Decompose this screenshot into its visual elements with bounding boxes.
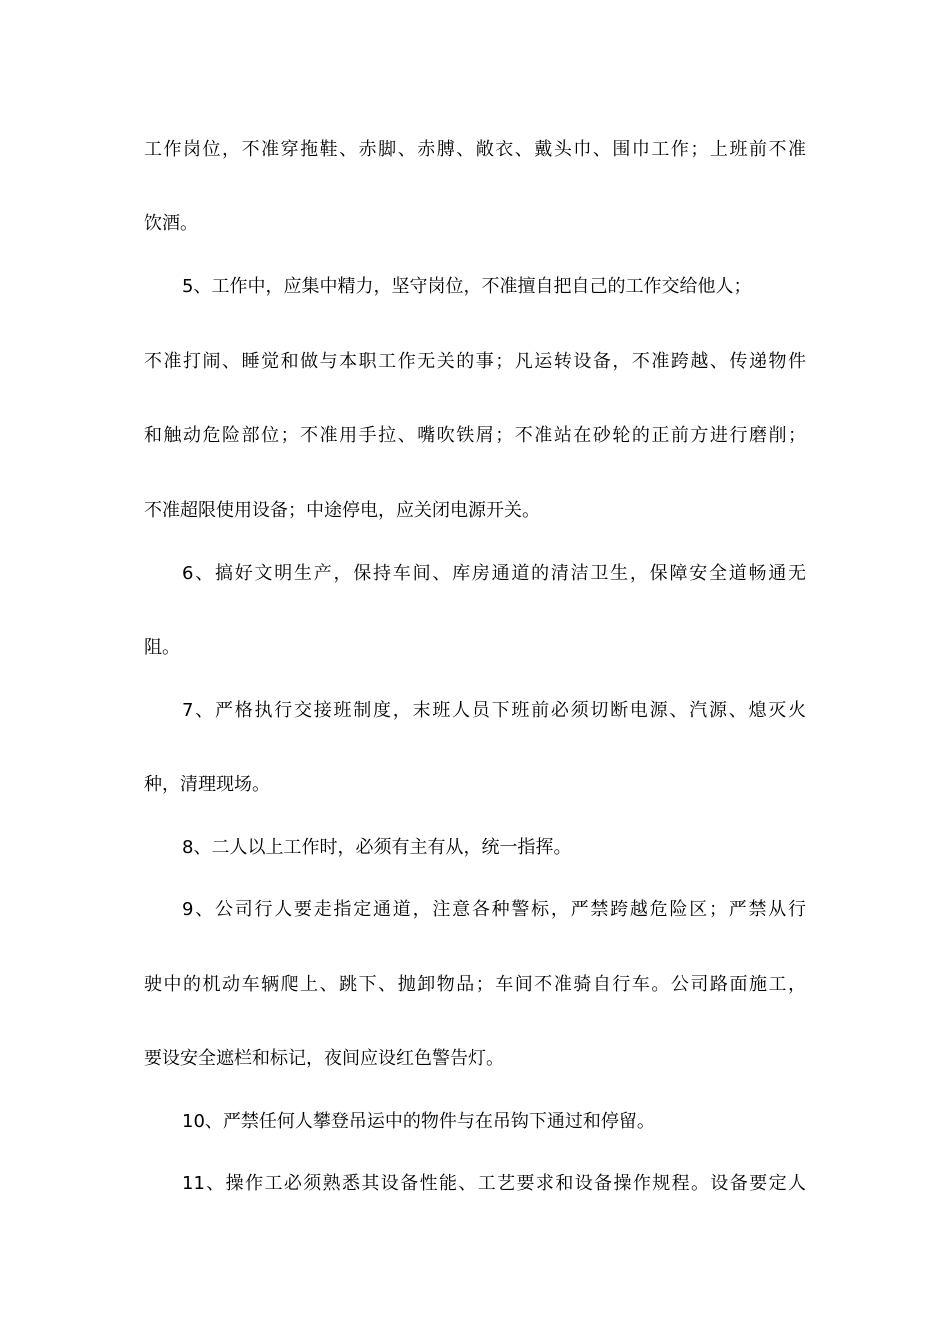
text-line: 种，清理现场。	[144, 774, 270, 795]
text-line: 阻。	[144, 637, 180, 658]
text-line: 饮酒。	[144, 213, 198, 234]
text-line: 和触动危险部位；不准用手拉、嘴吹铁屑；不准站在砂轮的正前方进行磨削；	[144, 425, 806, 446]
text-line: 驶中的机动车辆爬上、跳下、抛卸物品；车间不准骑自行车。公司路面施工，	[144, 974, 806, 995]
text-line: 要设安全遮栏和标记，夜间应设红色警告灯。	[144, 1048, 504, 1069]
text-line: 10、严禁任何人攀登吊运中的物件与在吊钩下通过和停留。	[182, 1111, 655, 1132]
text-line: 工作岗位，不准穿拖鞋、赤脚、赤膊、敞衣、戴头巾、围巾工作；上班前不准	[144, 139, 806, 160]
text-line: 不准超限使用设备；中途停电，应关闭电源开关。	[144, 500, 540, 521]
text-line: 7、严格执行交接班制度，末班人员下班前必须切断电源、汽源、熄灭火	[182, 700, 806, 721]
text-line: 5、工作中，应集中精力，坚守岗位，不准擅自把自己的工作交给他人；	[182, 276, 752, 297]
text-line: 9、公司行人要走指定通道，注意各种警标，严禁跨越危险区；严禁从行	[182, 899, 806, 920]
text-line: 11、操作工必须熟悉其设备性能、工艺要求和设备操作规程。设备要定人	[182, 1173, 806, 1194]
text-line: 8、二人以上工作时，必须有主有从，统一指挥。	[182, 837, 572, 858]
text-line: 6、搞好文明生产，保持车间、库房通道的清洁卫生，保障安全道畅通无	[182, 563, 806, 584]
text-line: 不准打闹、睡觉和做与本职工作无关的事；凡运转设备，不准跨越、传递物件	[144, 351, 806, 372]
